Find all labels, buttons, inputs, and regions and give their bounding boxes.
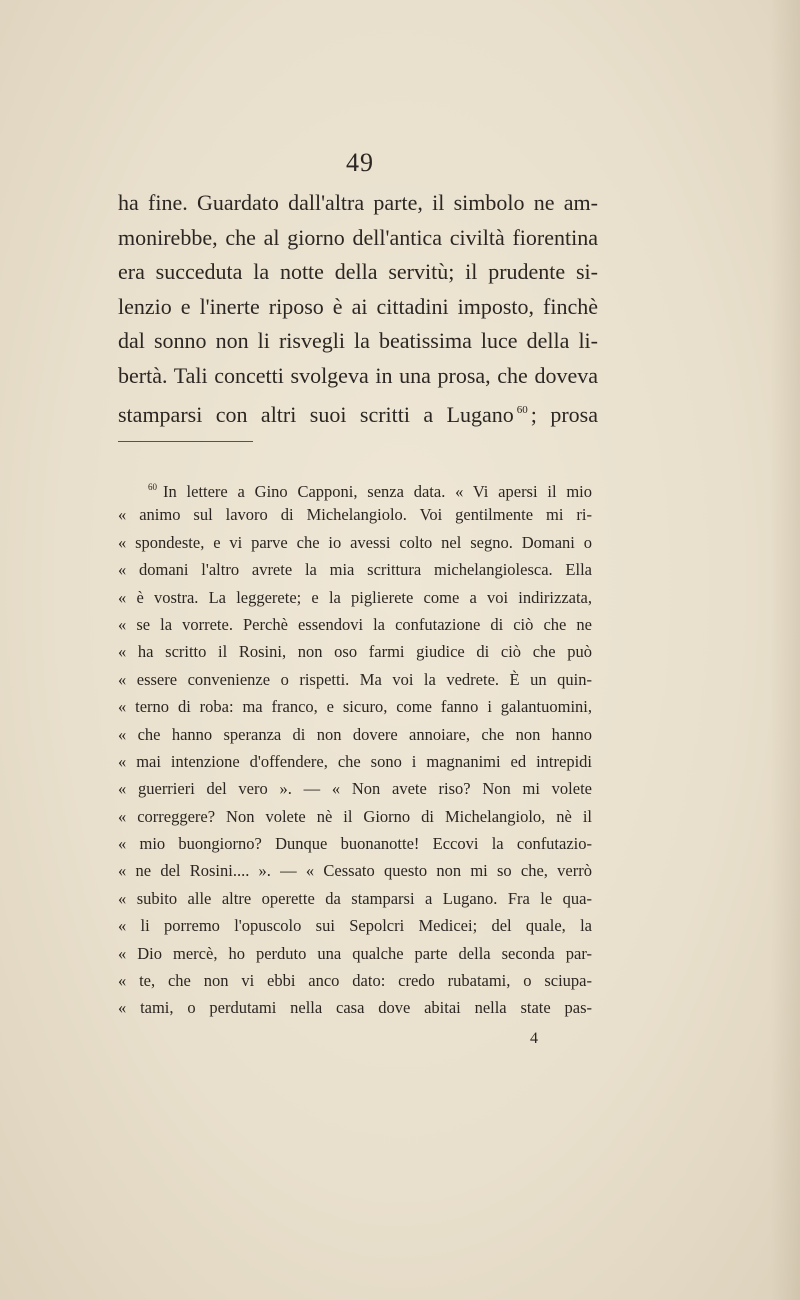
footnote-separator — [118, 441, 253, 442]
footnote-first-line — [118, 474, 592, 501]
footnote-line: « Dio mercè, ho perduto una qualche parte della seconda par- — [118, 943, 592, 963]
page-edge-shadow — [770, 0, 800, 1300]
footnote-mark: 60 — [148, 482, 157, 492]
footnote-text: In lettere a Gino Capponi, senza data. « Vi apersi il mio — [163, 482, 592, 501]
footnote — [118, 474, 592, 1022]
text-segment: ; prosa — [530, 402, 598, 427]
footnote-line: « spondeste, e vi parve che io avessi colto nel segno. Domani o — [118, 532, 592, 552]
signature-mark: 4 — [530, 1030, 538, 1047]
footnote-line: « te, che non vi ebbi anco dato: credo rubatami, o sciupa- — [118, 971, 592, 991]
text-line: lenzio e l'inerte riposo è ai cittadini imposto, finchè — [118, 293, 598, 319]
footnote-line: « ne del Rosini.... ». — « Cessato questo non mi so che, verrò — [118, 861, 592, 881]
footnote-line: « che hanno speranza di non dovere annoiare, che non hanno — [118, 724, 592, 744]
footnote-line: « li porremo l'opuscolo sui Sepolcri Medicei; del quale, la — [118, 916, 592, 936]
footnote-line: « animo sul lavoro di Michelangiolo. Voi gentilmente mi ri- — [118, 505, 592, 525]
text-line: ha fine. Guardato dall'altra parte, il simbolo ne am- — [118, 190, 598, 215]
text-line: bertà. Tali concetti svolgeva in una prosa, che doveva — [118, 362, 598, 388]
footnote-line: « mio buongiorno? Dunque buonanotte! Eccovi la confutazio- — [118, 834, 592, 854]
footnote-line: « correggere? Non volete nè il Giorno di Michelangiolo, nè il — [118, 806, 592, 826]
text-line: era succeduta la notte della servitù; il prudente si- — [118, 259, 598, 284]
footnote-line: « terno di roba: ma franco, e sicuro, come fanno i galantuomini, — [118, 697, 592, 717]
page-number: 49 — [346, 148, 374, 177]
footnote-line: « ha scritto il Rosini, non oso farmi giudice di ciò che può — [118, 642, 592, 662]
footnote-line: « subito alle altre operette da stamparsi a Lugano. Fra le qua- — [118, 888, 592, 908]
main-text — [118, 186, 598, 428]
text-segment: stamparsi con altri suoi scritti a Lugano — [118, 402, 514, 427]
text-line: dal sonno non li risvegli la beatissima luce della li- — [118, 328, 598, 353]
footnote-line: « mai intenzione d'offendere, che sono i magnanimi ed intrepidi — [118, 751, 592, 771]
footnote-line: « tami, o perdutami nella casa dove abitai nella state pas- — [118, 998, 592, 1018]
footnote-reference: 60 — [516, 404, 528, 416]
footnote-line: « domani l'altro avrete la mia scrittura michelangiolesca. Ella — [118, 560, 592, 580]
footnote-line: « essere convenienze o rispetti. Ma voi la vedrete. È un quin- — [118, 669, 592, 689]
footnote-line: « se la vorrete. Perchè essendovi la confutazione di ciò che ne — [118, 614, 592, 634]
footnote-line: « è vostra. La leggerete; e la piglierete come a voi indirizzata, — [118, 587, 592, 607]
text-line: monirebbe, che al giorno dell'antica civiltà fiorentina — [118, 224, 598, 250]
footnote-line: « guerrieri del vero ». — « Non avete riso? Non mi volete — [118, 779, 592, 799]
text-line-with-ref — [118, 393, 598, 428]
